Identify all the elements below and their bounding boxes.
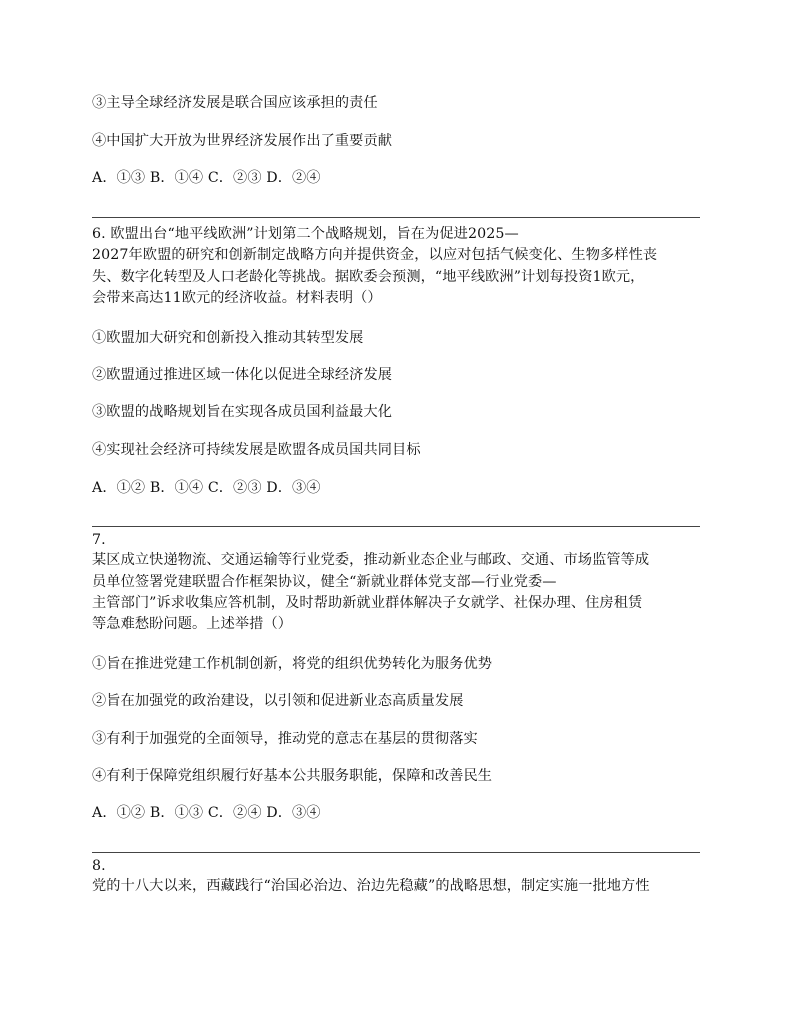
q7-stem-line-1: 某区成立快递物流、交通运输等行业党委，推动新业态企业与邮政、交通、市场监管等成 (92, 552, 650, 568)
q7-option-2: ②旨在加强党的政治建设，以引领和促进新业态高质量发展 (92, 693, 464, 709)
q8-stem-line-1: 党的十八大以来，西藏践行“治国必治边、治边先稳藏”的战略思想，制定实施一批地方性 (92, 878, 650, 894)
q5-option-4: ④中国扩大开放为世界经济发展作出了重要贡献 (92, 133, 393, 149)
q6-option-3: ③欧盟的战略规划旨在实现各成员国利益最大化 (92, 404, 393, 420)
q6-stem-line-3: 失、数字化转型及人口老龄化等挑战。据欧委会预测，“地平线欧洲”计划每投资1欧元， (92, 269, 645, 285)
q7-option-4: ④有利于保障党组织履行好基本公共服务职能，保障和改善民生 (92, 768, 493, 784)
q7-answer-choices: A．①② B．①③ C．②④ D．③④ (92, 805, 321, 821)
q7-stem-line-3: 主管部门”诉求收集应答机制，及时帮助新就业群体解决子女就学、社保办理、住房租赁 (92, 595, 643, 611)
q8-number: 8. (92, 858, 106, 874)
q5-option-3: ③主导全球经济发展是联合国应该承担的责任 (92, 95, 378, 111)
q7-number: 7. (92, 532, 106, 548)
question-divider (92, 526, 700, 527)
q6-option-2: ②欧盟通过推进区域一体化以促进全球经济发展 (92, 367, 393, 383)
q7-option-1: ①旨在推进党建工作机制创新，将党的组织优势转化为服务优势 (92, 656, 493, 672)
question-divider (92, 852, 700, 853)
q6-option-4: ④实现社会经济可持续发展是欧盟各成员国共同目标 (92, 442, 421, 458)
q7-option-3: ③有利于加强党的全面领导，推动党的意志在基层的贯彻落实 (92, 731, 478, 747)
q7-stem-line-2: 员单位签署党建联盟合作框架协议，健全“新就业群体党支部—行业党委— (92, 574, 557, 590)
question-divider (92, 217, 700, 218)
q7-stem-line-4: 等急难愁盼问题。上述举措（） (92, 616, 293, 632)
q6-stem-line-4: 会带来高达11欧元的经济收益。材料表明（） (92, 290, 382, 306)
q6-stem-line-1: 6. 欧盟出台“地平线欧洲”计划第二个战略规划，旨在为促进2025— (92, 226, 519, 242)
q6-stem-line-2: 2027年欧盟的研究和创新制定战略方向并提供资金，以应对包括气候变化、生物多样性丧 (92, 247, 658, 263)
q6-option-1: ①欧盟加大研究和创新投入推动其转型发展 (92, 330, 364, 346)
q6-answer-choices: A．①② B．①④ C．②③ D．③④ (92, 480, 321, 496)
q5-answer-choices: A．①③ B．①④ C．②③ D．②④ (92, 170, 321, 186)
